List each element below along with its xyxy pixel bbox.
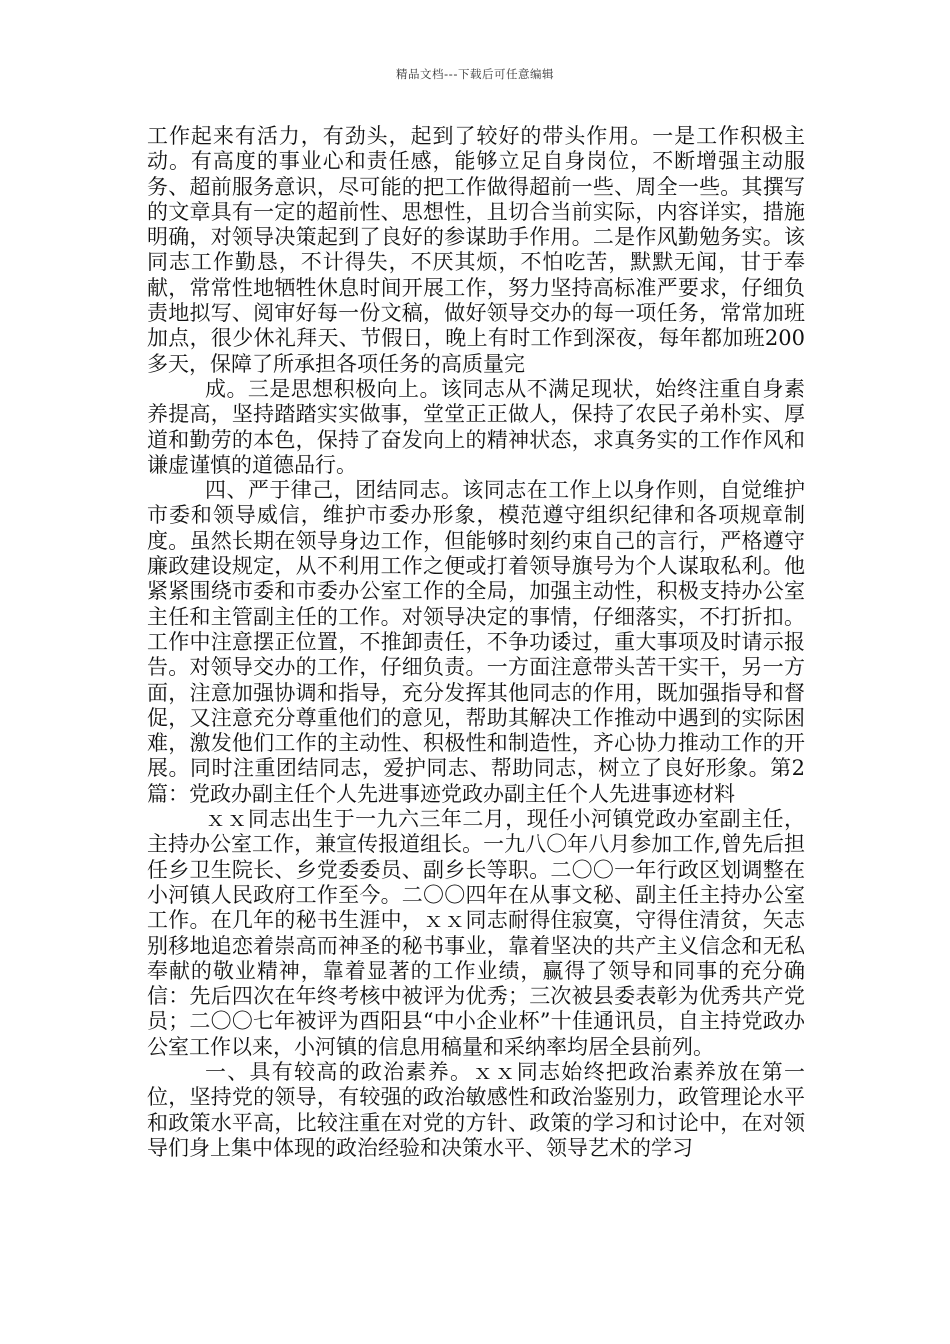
- paragraph-5: 一、具有较高的政治素养。ｘｘ同志始终把政治素养放在第一位，坚持党的领导，有较强的政治敏感性和政治鉴别力，政管理论水平和政策水平高，比较注重在对党的方针、政策的学习和讨论中，在对领导们身上集中体现的政治经验和决策水平、领导艺术的学习: [147, 1059, 805, 1160]
- paragraph-2: 成。三是思想积极向上。该同志从不满足现状，始终注重自身素养提高，坚持踏踏实实做事，堂堂正正做人，保持了农民子弟朴实、厚道和勤劳的本色，保持了奋发向上的精神状态，求真务实的工作作风和谦虚谨慎的道德品行。: [147, 376, 805, 477]
- paragraph-1: 工作起来有活力，有劲头，起到了较好的带头作用。一是工作积极主动。有高度的事业心和责任感，能够立足自身岗位，不断增强主动服务、超前服务意识，尽可能的把工作做得超前一些、周全一些。其撰写的文章具有一定的超前性、思想性，且切合当前实际，内容详实，措施明确，对领导决策起到了良好的参谋助手作用。二是作风勤勉务实。该同志工作勤恳，不计得失，不厌其烦，不怕吃苦，默默无闻，甘于奉献，常常性地牺牲休息时间开展工作，努力坚持高标准严要求，仔细负责地拟写、阅审好每一份文稿，做好领导交办的每一项任务，常常加班加点，很少休礼拜天、节假日，晚上有时工作到深夜，每年都加班200多天，保障了所承担各项任务的高质量完: [147, 124, 805, 376]
- paragraph-3: 四、严于律己，团结同志。该同志在工作上以身作则，自觉维护市委和领导威信，维护市委办形象，模范遵守组织纪律和各项规章制度。虽然长期在领导身边工作，但能够时刻约束自己的言行，严格遵守廉政建设规定，从不利用工作之便或打着领导旗号为个人谋取私利。他紧紧围绕市委和市委办公室工作的全局，加强主动性，积极支持办公室主任和主管副主任的工作。对领导决定的事情，仔细落实，不打折扣。工作中注意摆正位置，不推卸责任，不争功诿过，重大事项及时请示报告。对领导交办的工作，仔细负责。一方面注意带头苦干实干，另一方面，注意加强协调和指导，充分发挥其他同志的作用，既加强指导和督促，又注意充分尊重他们的意见，帮助其解决工作推动中遇到的实际困难，激发他们工作的主动性、积极性和制造性，齐心协力推动工作的开展。同时注重团结同志，爱护同志、帮助同志，树立了良好形象。第2篇：党政办副主任个人先进事迹党政办副主任个人先进事迹材料: [147, 478, 805, 806]
- page-header: 精品文档---下载后可任意编辑: [396, 67, 554, 81]
- document-body: [147, 124, 805, 1161]
- paragraph-4: ｘｘ同志出生于一九六三年二月，现任小河镇党政办室副主任，主持办公室工作，兼宣传报道组长。一九八〇年八月参加工作,曾先后担任乡卫生院长、乡党委委员、副乡长等职。二〇〇一年行政区划调整在小河镇人民政府工作至今。二〇〇四年在从事文秘、副主任主持办公室工作。在几年的秘书生涯中，ｘｘ同志耐得住寂寞，守得住清贫，矢志别移地追恋着崇高而神圣的秘书事业，靠着坚决的共产主义信念和无私奉献的敬业精神，靠着显著的工作业绩，赢得了领导和同事的充分确信：先后四次在年终考核中被评为优秀；三次被县委表彰为优秀共产党员；二〇〇七年被评为酉阳县“中小企业杯”十佳通讯员，自主持党政办公室工作以来，小河镇的信息用稿量和采纳率均居全县前列。: [147, 807, 805, 1059]
